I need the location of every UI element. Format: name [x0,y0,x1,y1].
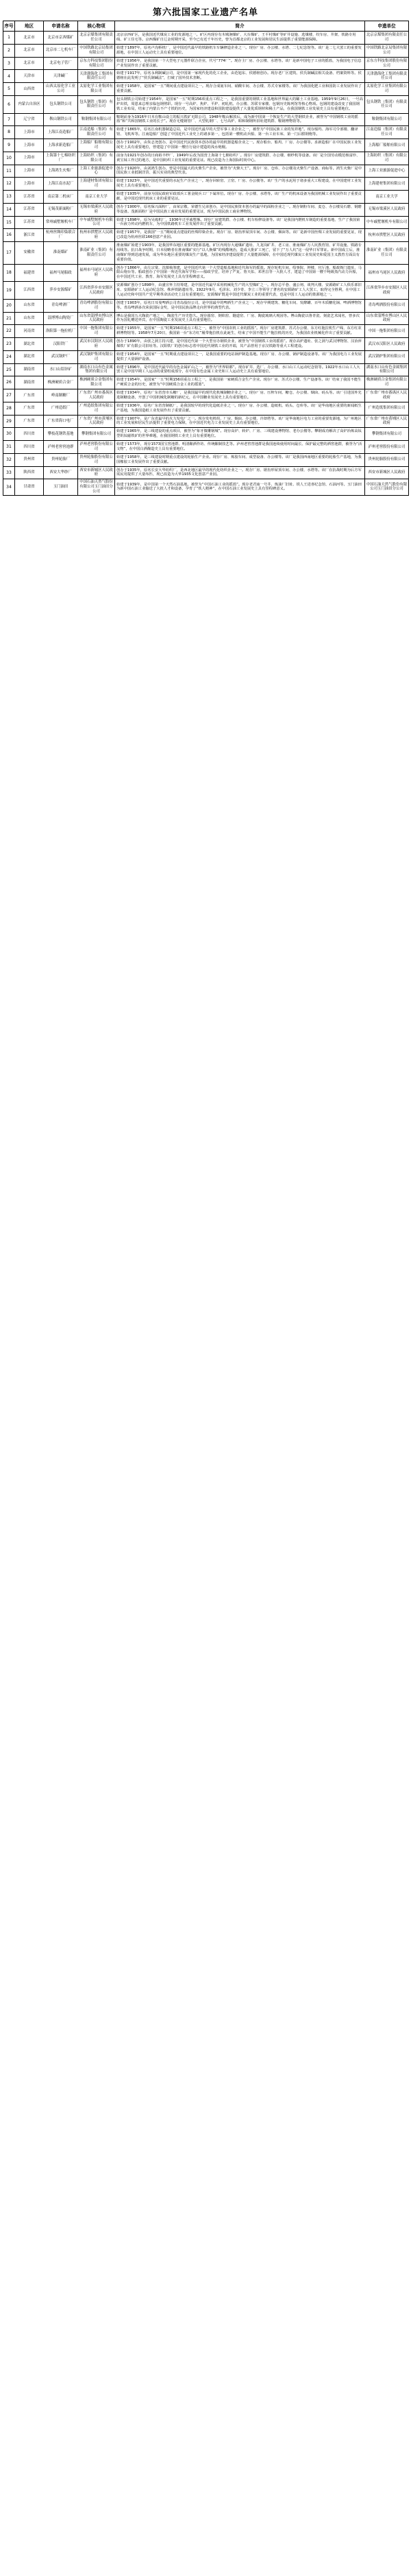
row-region: 山东省 [15,299,44,312]
row-kind: 攀钢集团有限公司 [78,428,115,441]
row-name: 上海江南水泥厂 [44,178,78,191]
table-row [3,216,409,229]
row-index: 5 [3,83,15,96]
row-region: 广东省 [15,389,44,402]
row-index: 13 [3,191,15,204]
row-region: 湖北省 [15,338,44,351]
row-kind: 山东省淄博市博山区人民政府 [78,312,115,325]
row-index: 30 [3,428,15,441]
row-description: 始建于1955年，是国家“一五”时期156项重点工程之一，被誉为“中国农机工业的摇篮”。现存厂房建筑群、苏式办公楼、东方红拖拉机生产线、东方红农耕博物馆等。1958年7月20日，我国第一台“东方红”履带拖拉机在此诞生，结束了中国不能生产拖拉机的历史，为我国农业机械化作出了重要贡献。 [115,325,365,338]
row-unit: 北京京煤集团有限责任公司 [365,32,409,45]
row-unit: 上海船厂船舶有限公司 [365,139,409,152]
row-unit: 中国铁路北京局集团有限公司 [365,44,409,57]
row-name: 上海鸿生火柴厂 [44,165,78,178]
row-kind: 上海建材集团有限公司 [78,178,115,191]
row-name: 常州戚墅堰机车厂 [44,216,78,229]
row-description: 淮南煤矿始建于1903年，是我国华东地区重要的能源基地。矿区内现存大通煤矿遗址、九龙岗矿井、老工房、淮南煤矿万人坑教育馆、矿井设施、铁路专用线等。抗日战争时期，日本侵略者在淮南煤矿实行“以人换煤”的残酷统治，造成大批矿工死亡，留下了“万人坑”这一侵华日军罪证。新中国成立后，淮南煤矿得到迅速发展，成为华东地区重要的煤炭生产基地，为国家经济建设提供了大量能源保障，在中国近现代煤炭工业发展史和爱国主义教育方面具有重要价值。 [115,242,365,265]
row-kind: 北京京煤集团有限责任公司 [78,32,115,45]
row-index: 7 [3,113,15,126]
row-index: 9 [3,139,15,152]
row-name: 广东省海口电厂 [44,415,78,428]
row-region: 辽宁省 [15,113,44,126]
table-row [3,126,409,139]
row-unit: 包头钢铁（集团）有限责任公司 [365,95,409,113]
row-unit: 中国石油天然气股份有限公司玉门油田分公司 [365,479,409,495]
row-index: 15 [3,216,15,229]
row-region: 山西省 [15,83,44,96]
row-region: 北京市 [15,32,44,45]
row-region: 湖北省 [15,350,44,363]
row-unit: 上海纺织（集团）有限公司 [365,152,409,165]
table-row [3,165,409,178]
row-description: 鞍钢前身为1916年日本在鞍山设立的振兴铁矿无限公司，1948年鞍山解放后，成为新中国第一个恢复生产的大型钢铁企业，被誉为“中国钢铁工业的摇篮”和“共和国钢铁工业的长子”。现存无缝钢管厂、大型轧钢厂、七号高炉、昭和制钢所旧址建筑群、鞍钢博物馆等。 [115,113,365,126]
row-region: 安徽省 [15,242,44,265]
column-header-unit: 申遗单位 [365,21,409,32]
table-row [3,113,409,126]
row-name: 包头钢铁公司 [44,95,78,113]
row-name: 福州马尾船政 [44,264,78,282]
row-region: 贵州省 [15,453,44,466]
row-unit: 泸州老窖股份有限公司 [365,441,409,454]
row-kind: 上海纺织（集团）有限公司 [78,152,115,165]
row-index: 3 [3,57,15,70]
row-unit: 南京工业大学 [365,191,409,204]
row-name: 青岛啤酒厂 [44,299,78,312]
table-row [3,479,409,495]
row-region: 上海市 [15,152,44,165]
row-description: 始建于1954年，是国家“一五”时期156项重点工程之一，是我国第一家硬质合金生产企业。现存厂房、苏式办公楼、生产设备等。该厂结束了我国不能生产硬质合金的历史，被誉为“中国硬质合金工业的摇篮”。 [115,376,365,389]
row-description: 创建于1903年，原名日耳曼啤酒公司青岛股份公司，是中国最早的啤酒生产企业之一。现存早期建筑、糖化车间、发酵罐、百年木质糖化锅、啤酒博物馆等。青岛啤酒多次荣获国际金奖，是中国民族品牌走向世界的典型代表。 [115,299,365,312]
row-index: 34 [3,479,15,495]
row-index: 26 [3,376,15,389]
row-kind: 福州市马尾区人民政府 [78,264,115,282]
row-kind: 西安市新城区人民政府 [78,466,115,479]
row-kind: 南京工业大学 [78,191,115,204]
table-row [3,191,409,204]
row-index: 21 [3,312,15,325]
table-row [3,428,409,441]
row-index: 14 [3,203,15,216]
row-index: 6 [3,95,15,113]
column-header-index: 序号 [3,21,15,32]
table-row [3,350,409,363]
row-name: 鞍山钢铁公司 [44,113,78,126]
row-description: 始建于1935年，前身为国民政府军政部兵工署金陵兵工厂下属单位。现存厂房、办公楼、水塔等。该厂生产的机床设备为我国机械工业发展作出了重要贡献，是中国近现代机床工业的重要见证。 [115,191,365,204]
row-unit: 湖南水口山有色金属集团有限公司 [365,363,409,376]
table-row [3,389,409,402]
row-unit: 广州造纸集团有限公司 [365,402,409,415]
row-description: 北京京西矿区，是我国近代煤炭工业的发源地之一。矿区内现存有木城涧煤矿、大台煤矿、王平村煤矿等矿井设施、选煤楼、绞车房、井架、铁路专用线、矿工住宅等。京西煤矿自辽金时期开采，至今已有近千年历史，曾为首都北京的工业发展和居民生活提供了重要能源保障。 [115,32,365,45]
row-description: 始建于1958年，是三线建设时期重点建设的轮胎生产企业。现存厂房、炼胶车间、成型设备、办公楼等。该厂是我国西南地区重要的轮胎生产基地，为我国橡胶工业发展作出了重要贡献。 [115,453,365,466]
row-kind: 鞍钢集团有限公司 [78,113,115,126]
row-description: 始建于1957年，是我国“一五”期间重点建设的丝绸印染企业。现存厂房、锯齿形屋顶车间、办公楼、烟囱等。该厂是新中国丝绸工业发展的重要见证，现已改造为杭州丝联166创意产业园。 [115,229,365,242]
row-unit: 上海建材集团有限公司 [365,178,409,191]
row-description: 始建于1939年，是中国第一个天然石油基地，被誉为“中国石油工业的摇篮”。现存老君庙一号井、炼油厂旧址、铁人王进喜纪念馆、石油河等。玉门油田为新中国石油工业输送了大批人才和设备，孕育了“铁人精神”，在中国石油工业发展史上具有里程碑意义。 [115,479,365,495]
table-row [3,242,409,265]
row-index: 1 [3,32,15,45]
row-index: 29 [3,415,15,428]
table-row [3,57,409,70]
row-description: 包头钢铁公司始建于1954年，是国家“一五”时期156项重点工程之一，是我国重要的钢铁工业基地和世界最大的稀土工业基地。1959年9月26日，一号高炉出铁，周恩来总理亲临包钢剪彩。现存一号高炉、焦炉、平炉、初轧机、办公楼、苏联专家楼、包钢历史陈列馆等核心物项。包钢的建设改变了我国钢铁工业布局，结束了内蒙古不产寸铁的历史，为国家经济建设和国防建设提供了大量优质钢材和稀土产品，在我国钢铁工业发展史上具有重要地位。 [115,95,365,113]
row-name: 玉门油田 [44,479,78,495]
row-description: 始建于1917年，原名永利制碱公司，是中国第一家现代化的化工企业，由范旭东、侯德榜创办。现存老厂区建筑、侯氏制碱法相关设备、档案资料等。侯德榜在此发明了“侯氏制碱法”，打破了国外技术垄断。 [115,70,365,83]
row-index: 17 [3,242,15,265]
row-region: 广东省 [15,402,44,415]
row-name: 北京市京西煤矿 [44,32,78,45]
row-kind: 江南造船（集团）有限责任公司 [78,126,115,139]
table-header-row [3,21,409,32]
row-name: 岭南制糖厂 [44,389,78,402]
row-index: 25 [3,363,15,376]
row-kind: 上海工业旅游促进中心 [78,165,115,178]
row-unit: 江南造船（集团）有限责任公司 [365,126,409,139]
row-region: 四川省 [15,428,44,441]
page-title: 第六批国家工业遗产名单 [152,8,258,18]
table-row [3,363,409,376]
table-row [3,312,409,325]
row-kind: 杭州市拱墅区人民政府 [78,229,115,242]
row-index: 2 [3,44,15,57]
row-description: 安源煤矿创办于1898年，由盛宣怀主持筹建，是中国近代最早采用机械化生产的大型煤矿之一。现存总平巷、盛公祠、谈判大楼、安源路矿工人俱乐部旧址、安源路矿工人运动纪念馆、株萍铁路遗址等。1922年9月，毛泽东、刘少奇、李立三等领导了著名的安源路矿工人大罢工，取得完全胜利，在中国工人运动史和中国共产党早期革命活动史上具有重要地位。安源煤矿既是中国近代煤炭工业的重要代表，也是中国工人运动的策源地之一。 [115,282,365,300]
row-region: 广东省 [15,415,44,428]
row-name: 萍乡安源煤矿 [44,282,78,300]
row-name: 天津碱厂 [44,70,78,83]
table-row [3,83,409,96]
row-description: 始建于1898年，原为吴淞机厂，1936年迁至戚墅堰。现存厂房建筑群、办公楼、机车检修设备等。该厂是我国内燃机车制造的重要基地，生产了我国第一台液力传动内燃机车，为中国铁路机车工业发展作出了重要贡献。 [115,216,365,229]
row-description: 始建于1897年，原名卢沟桥机厂，是中国近代最早的铁路机车车辆修造企业之一。现存厂房、办公楼、水塔、二七纪念馆等。该厂是二七大罢工的重要发源地，在中国工人运动史上具有重要地位。 [115,44,365,57]
row-kind: 京东方科技集团股份有限公司 [78,57,115,70]
row-index: 27 [3,389,15,402]
table-row [3,95,409,113]
row-region: 北京市 [15,57,44,70]
row-name: 上海江南造船厂 [44,126,78,139]
row-index: 16 [3,229,15,242]
row-unit: 上海工业旅游促进中心 [365,165,409,178]
row-name: 汉阳铁厂 [44,338,78,351]
row-description: 始建于1954年，是国家“一五”时期重点建设项目之一，是我国重要的电站锅炉制造基地。现存厂房、办公楼、锅炉制造设备等。该厂为我国电力工业发展提供了大量锅炉设备。 [115,350,365,363]
row-region: 湖南省 [15,363,44,376]
row-name: 淮南煤矿 [44,242,78,265]
row-unit: 江西省萍乡市安源区人民政府 [365,282,409,300]
row-index: 22 [3,325,15,338]
row-description: 始建于1936年，原名广东省营制纸厂，是我国较早的现代化造纸企业之一。现存厂房、办公楼、造纸机、码头、仓库等。该厂是华南地区重要的新闻纸生产基地，为我国造纸工业发展作出了重要贡献。 [115,402,365,415]
heritage-list-table [3,21,409,496]
row-description: 博山是我国五大陶瓷产地之一，陶瓷生产历史悠久。现存圆窑、倒焰窑、隧道窑、厂房、陶瓷琉璃大观园等。博山陶瓷以鲁青瓷、刻瓷艺术闻名，曾多次作为国礼赠送外宾，在中国陶瓷工业发展史上具有重要地位。 [115,312,365,325]
row-index: 12 [3,178,15,191]
row-description: 始建于1956年，是我国第一个大型电子元器件联合企业，代号“774厂”。现存主厂房、办公楼、水塔等。该厂是新中国电子工业的摇篮，为我国电子信息产业发展作出了重要贡献。 [115,57,365,70]
column-header-desc: 简介 [115,21,365,32]
table-row [3,229,409,242]
row-unit: 鞍钢集团有限公司 [365,113,409,126]
row-region: 上海市 [15,126,44,139]
row-unit: 太原化学工业集团有限公司 [365,83,409,96]
row-name: 广州造纸厂 [44,402,78,415]
row-description: 创办于1920年，由刘鸿生创办，曾是中国最大的火柴生产企业，被誉为“火柴大王”。现存厂房、仓库、办公楼及火柴生产设备、商标等。鸿生火柴厂是中国民族工业抵制洋货、振兴实业的典型代表。 [115,165,365,178]
row-region: 四川省 [15,441,44,454]
table-row [3,282,409,300]
row-name: 无锡茂新面粉厂 [44,203,78,216]
row-unit: 淮南矿业（集团）有限责任公司 [365,242,409,265]
row-region: 陕西省 [15,466,44,479]
row-kind: 上海船厂船舶有限公司 [78,139,115,152]
row-region: 湖南省 [15,376,44,389]
row-kind: 广东省广州市黄埔区人民政府 [78,415,115,428]
row-name: 杭州丝绸印染联合厂 [44,229,78,242]
row-description: 始建于1865年，原名江南机器制造总局，是中国近代最早的大型军事工业企业之一，被誉为“中国民族工业的发祥地”。现存船坞、海军司令部楼、翻译馆、飞机库等。江南造船厂创造了中国近代工业史上的诸多第一，包括第一艘机动兵船、第一台工业车床、第一门后膛钢炮等。 [115,126,365,139]
row-unit: 西安市新城区人民政府 [365,466,409,479]
table-row [3,325,409,338]
row-region: 山东省 [15,312,44,325]
row-kind: 株洲硬质合金集团有限公司 [78,376,115,389]
row-kind: 武汉锅炉集团有限公司 [78,350,115,363]
table-row [3,466,409,479]
row-name: 山西太原化学工业公司 [44,83,78,96]
row-unit: 山东省淄博市博山区人民政府 [365,312,409,325]
row-kind: 湖南水口山有色金属集团有限公司 [78,363,115,376]
row-description: 始建于1907年，是广东省最早的火力发电厂之一。现存发电机组、厂房、烟囱、办公楼、冷却塔等。该厂是华南地区电力工业的重要发源地，为广州地区的工业发展和居民生活提供了重要电力保障，在中国近代电力工业发展史上具有重要地位。 [115,415,365,428]
row-kind: 广州造纸集团有限公司 [78,402,115,415]
row-name: 上海求新造船厂 [44,139,78,152]
row-name: 贵州轮胎厂 [44,453,78,466]
table-row [3,70,409,83]
row-name: 西安大华纱厂 [44,466,78,479]
row-kind: 青岛啤酒股份有限公司 [78,299,115,312]
row-kind: 中国石油天然气股份有限公司玉门油田分公司 [78,479,115,495]
row-name: 泸州老窖窖池群 [44,441,78,454]
table-row [3,44,409,57]
row-description: 创办于1935年，原名长安大华纺织厂，是西北地区最早的现代化纺织企业之一。现存厂房、锯齿形屋顶车间、办公楼、水塔等。该厂在抗战时期为后方军需民用提供了大量布匹，现已改造为大华1935文化创意产业园。 [115,466,365,479]
row-kind: 淮南矿业（集团）有限责任公司 [78,242,115,265]
row-index: 23 [3,338,15,351]
row-region: 福建省 [15,264,44,282]
table-row [3,152,409,165]
row-description: 始建于1934年，原名广东省营市头糖厂，是我国最早的现代化机械制糖企业之一。现存厂房、压榨车间、糖仓、办公楼、烟囱、码头等。该厂引进国外先进制糖设备，开创了中国机械化制糖的新纪元，在中国糖业发展史上具有重要地位。 [115,389,365,402]
row-description: 始建于1896年，是中国近代最早的有色金属矿山之一，被誉为“世界铅都”。现存矿井、选厂、办公楼、水口山工人运动纪念馆等。1922年水口山工人大罢工是中国早期工人运动的重要组成部分，在中国有色金属工业史和工人运动史上具有重要地位。 [115,363,365,376]
row-index: 10 [3,152,15,165]
row-unit: 中车戚墅堰机车有限公司 [365,216,409,229]
row-region: 上海市 [15,178,44,191]
table-row [3,203,409,216]
row-index: 19 [3,282,15,300]
row-region: 甘肃省 [15,479,44,495]
row-index: 8 [3,126,15,139]
row-index: 11 [3,165,15,178]
row-index: 28 [3,402,15,415]
row-name: 上海第十七棉纺织厂 [44,152,78,165]
row-region: 内蒙古自治区 [15,95,44,113]
row-region: 河南省 [15,325,44,338]
row-kind: 武汉市汉阳区人民政府 [78,338,115,351]
row-unit: 青岛啤酒股份有限公司 [365,299,409,312]
row-kind: 无锡市梁溪区人民政府 [78,203,115,216]
row-name: 淄博博山陶瓷厂 [44,312,78,325]
row-unit: 中国一拖集团有限公司 [365,325,409,338]
table-row [3,299,409,312]
row-description: 创办于1900年，原名保兴面粉厂，由荣宗敬、荣德生兄弟创办，是中国民族资本创办的最早的面粉企业之一。现存制粉车间、麦仓、办公楼及石磨、钢磨等设备。茂新面粉厂是中国民族工商业发展的重要见证，现为中国民族工商业博物馆。 [115,203,365,216]
row-name: 北京电子管厂 [44,57,78,70]
column-header-kind: 核心物项 [78,21,115,32]
table-row [3,32,409,45]
row-kind: 中车戚墅堰机车有限公司 [78,216,115,229]
row-unit: 福州市马尾区人民政府 [365,264,409,282]
row-name: 洛阳第一拖拉机厂 [44,325,78,338]
row-description: 前身为1921年创办的日商裕丰纱厂，1949年后改为国营上海第十七棉纺织厂。现存厂房建筑群、办公楼、细纱机等设备。该厂是全国劳动模范杨富珍、黄宝妹工作过的地方，是中国纺织工业发展的重要见证。现已改造为上海国际时尚中心。 [115,152,365,165]
row-name: 株洲硬质合金厂 [44,376,78,389]
row-region: 江苏省 [15,216,44,229]
row-region: 上海市 [15,139,44,152]
row-region: 上海市 [15,165,44,178]
row-name: 攀枝花钢铁基地 [44,428,78,441]
row-unit: 武汉锅炉集团有限公司 [365,350,409,363]
row-description: 始建于1958年，是国家“一五”期间重点建设项目之一。现存合成氨车间、硝酸车间、办公楼、苏式专家楼等。该厂为我国化肥工业和国防工业发展作出了重要贡献。 [115,83,365,96]
row-kind: 广东省广州市番禺区人民政府 [78,389,115,402]
row-unit: 株洲硬质合金集团有限公司 [365,376,409,389]
row-index: 31 [3,441,15,454]
row-region: 江苏省 [15,191,44,204]
row-index: 20 [3,299,15,312]
row-unit: 贵州轮胎股份有限公司 [365,453,409,466]
column-header-name: 申请名称 [44,21,78,32]
row-name: 水口山铅锌矿 [44,363,78,376]
row-kind: 中国铁路北京局集团有限公司 [78,44,115,57]
row-unit: 广东省广州市番禺区人民政府 [365,389,409,402]
row-description: 创办于1902年，由朱志尧创办，是中国近代民族资本创办的最早的机器造船企业之一。现存船台、船坞、厂房、办公楼等。求新造船厂在中国民族工业发展史上具有重要地位，曾建造了中国第一艘自行设计建造的浅水炮舰。 [115,139,365,152]
row-kind: 泸州老窖股份有限公司 [78,441,115,454]
table-row [3,415,409,428]
row-kind: 天津渤海化工集团有限责任公司 [78,70,115,83]
row-unit: 无锡市梁溪区人民政府 [365,203,409,216]
row-region: 天津市 [15,70,44,83]
row-index: 33 [3,466,15,479]
row-name: 北京市二七机车厂 [44,44,78,57]
table-row [3,178,409,191]
row-region: 浙江省 [15,229,44,242]
row-region: 北京市 [15,44,44,57]
row-index: 4 [3,70,15,83]
row-kind: 太原化学工业集团有限公司 [78,83,115,96]
row-region: 江西省 [15,282,44,300]
row-description: 始建于1923年，是中国近代重要的水泥生产企业之一。现存回转窑、立窑、厂房、办公楼等。该厂生产的水泥用于诸多重大工程建设，在中国建材工业发展史上具有重要地位。 [115,178,365,191]
table-row [3,441,409,454]
column-header-region: 地区 [15,21,44,32]
row-kind: 中国一拖集团有限公司 [78,325,115,338]
row-index: 18 [3,264,15,282]
table-row [3,376,409,389]
table-body [3,32,409,495]
table-row [3,402,409,415]
row-unit: 攀钢集团有限公司 [365,428,409,441]
table-row [3,139,409,152]
row-index: 24 [3,350,15,363]
row-unit: 天津渤海化工集团有限责任公司 [365,70,409,83]
row-unit: 武汉市汉阳区人民政府 [365,338,409,351]
row-description: 始建于1573年，现存1573国宝窖池群、明清酿酒作坊、传统酿制技艺等。泸州老窖窖池群是我国连续使用时间最长、保护最完整的酒窖池群，被誉为“活文物”，在中国白酒酿造史上具有重要地位。 [115,441,365,454]
table-row [3,453,409,466]
row-description: 始建于1965年，是三线建设的重点项目，被誉为“象牙微雕钢城”。现存高炉、转炉、厂房、三线建设博物馆、老办公楼等。攀钢成功解决了高炉冶炼高钛型钒钛磁铁矿的世界难题，在我国钢铁工业史上具有重要地位。 [115,428,365,441]
row-unit: 京东方科技集团股份有限公司 [365,57,409,70]
row-name: 武汉锅炉厂 [44,350,78,363]
row-kind: 江西省萍乡市安源区人民政府 [78,282,115,300]
row-name: 南京第二机床厂 [44,191,78,204]
row-index: 32 [3,453,15,466]
row-kind: 包头钢铁（集团）有限责任公司 [78,95,115,113]
row-description: 创办于1890年，由张之洞主持兴建，是中国近代第一个大型官办钢铁企业，被誉为“中国钢铁工业的摇篮”。现存高炉遗址、张之洞与武汉博物馆、汉冶萍煤铁厂矿有限公司旧址等。汉阳铁厂的创办标志着中国近代钢铁工业的开端，其产品曾用于京汉铁路等重大工程建设。 [115,338,365,351]
row-region: 江苏省 [15,203,44,216]
row-description: 创办于1866年，由左宗棠、沈葆桢筹建，是中国近代第一个大型造船基地和近代海军的摇篮。现存轮机车间、绘事院、钟楼、官厅池、船政衙门遗址、马限山炮台等。船政创办了中国第一所近代海军学校——船政学堂，培养了严复、詹天佑、邓世昌等一大批人才，建造了中国第一艘千吨级蒸汽动力兵船，在中国近代工业、教育、海军发展史上具有里程碑意义。 [115,264,365,282]
row-kind: 贵州轮胎股份有限公司 [78,453,115,466]
table-row [3,338,409,351]
row-unit: 广东省广州市黄埔区人民政府 [365,415,409,428]
row-unit: 杭州市拱墅区人民政府 [365,229,409,242]
table-row [3,264,409,282]
